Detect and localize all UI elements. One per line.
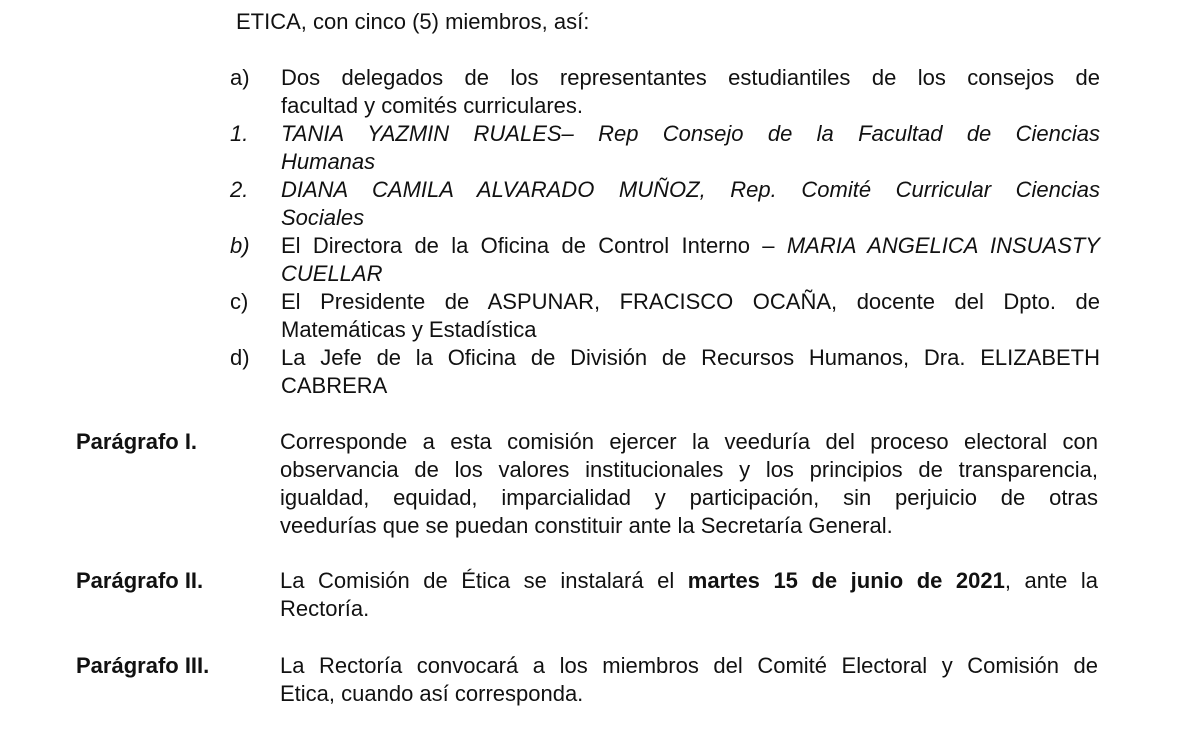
list-item-text-line: Dos delegados de los representantes estudiantiles de los consejos de: [281, 65, 1100, 90]
list-item-text-line: Humanas: [281, 149, 376, 174]
list-item-text-line: facultad y comités curriculares.: [281, 93, 583, 118]
list-item-2: [230, 176, 1100, 232]
paragrafo-text: [280, 652, 1098, 708]
list-item-1: [230, 120, 1100, 176]
paragrafo-text: [280, 428, 1098, 540]
list-item-text-line: CABRERA: [281, 373, 388, 398]
paragrafo-text-line: igualdad, equidad, imparcialidad y participación, sin perjuicio de otras: [280, 485, 1098, 510]
list-item-text-line: [281, 232, 1100, 260]
intro-line: ETICA, con cinco (5) miembros, así:: [236, 9, 590, 34]
list-marker: 2.: [230, 177, 249, 202]
paragrafo-label: Parágrafo I.: [76, 429, 198, 454]
member-list: [230, 64, 1100, 400]
paragrafo-text-line: Etica, cuando así corresponda.: [280, 681, 584, 706]
list-marker: b): [230, 233, 250, 258]
person-name: CUELLAR: [281, 261, 383, 286]
paragrafo-text-line: Corresponde a esta comisión ejercer la veeduría del proceso electoral con: [280, 429, 1098, 454]
installation-date: martes 15 de junio de 2021: [687, 568, 1005, 593]
list-item-text-line: Sociales: [281, 205, 365, 230]
list-item-b: [230, 232, 1100, 288]
paragrafo-text: [280, 567, 1098, 623]
paragrafo-label: Parágrafo II.: [76, 568, 204, 593]
list-item-text-line: La Jefe de la Oficina de División de Recursos Humanos, Dra. ELIZABETH: [281, 345, 1100, 370]
paragrafo-text-line: La Rectoría convocará a los miembros del Comité Electoral y Comisión de: [280, 653, 1098, 678]
paragrafo-text-line: observancia de los valores institucionales y los principios de transparencia,: [280, 457, 1098, 482]
list-marker: c): [230, 289, 249, 314]
paragrafo-text-fragment: La Comisión de Ética se instalará el: [280, 568, 688, 593]
paragrafo-text-line: Rectoría.: [280, 596, 370, 621]
list-item-c: [230, 288, 1100, 344]
list-marker: 1.: [230, 121, 249, 146]
list-item-d: [230, 344, 1100, 400]
list-item-text: El Directora de la Oficina de Control Interno –: [281, 233, 787, 258]
paragrafo-label: Parágrafo III.: [76, 653, 210, 678]
person-name: MARIA ANGELICA INSUASTY: [786, 233, 1100, 258]
list-item-text-line: DIANA CAMILA ALVARADO MUÑOZ, Rep. Comité Curricular Ciencias: [281, 177, 1100, 202]
list-item-a: [230, 64, 1100, 120]
list-item-text-line: Matemáticas y Estadística: [281, 317, 537, 342]
list-marker: d): [230, 345, 250, 370]
paragrafo-text-fragment: , ante la: [1004, 568, 1098, 593]
list-marker: a): [230, 65, 250, 90]
list-item-text-line: El Presidente de ASPUNAR, FRACISCO OCAÑA, docente del Dpto. de: [281, 289, 1100, 314]
list-item-text-line: TANIA YAZMIN RUALES– Rep Consejo de la Facultad de Ciencias: [281, 121, 1100, 146]
paragrafo-text-line: [280, 567, 1098, 595]
paragrafo-text-line: veedurías que se puedan constituir ante la Secretaría General.: [280, 513, 893, 538]
